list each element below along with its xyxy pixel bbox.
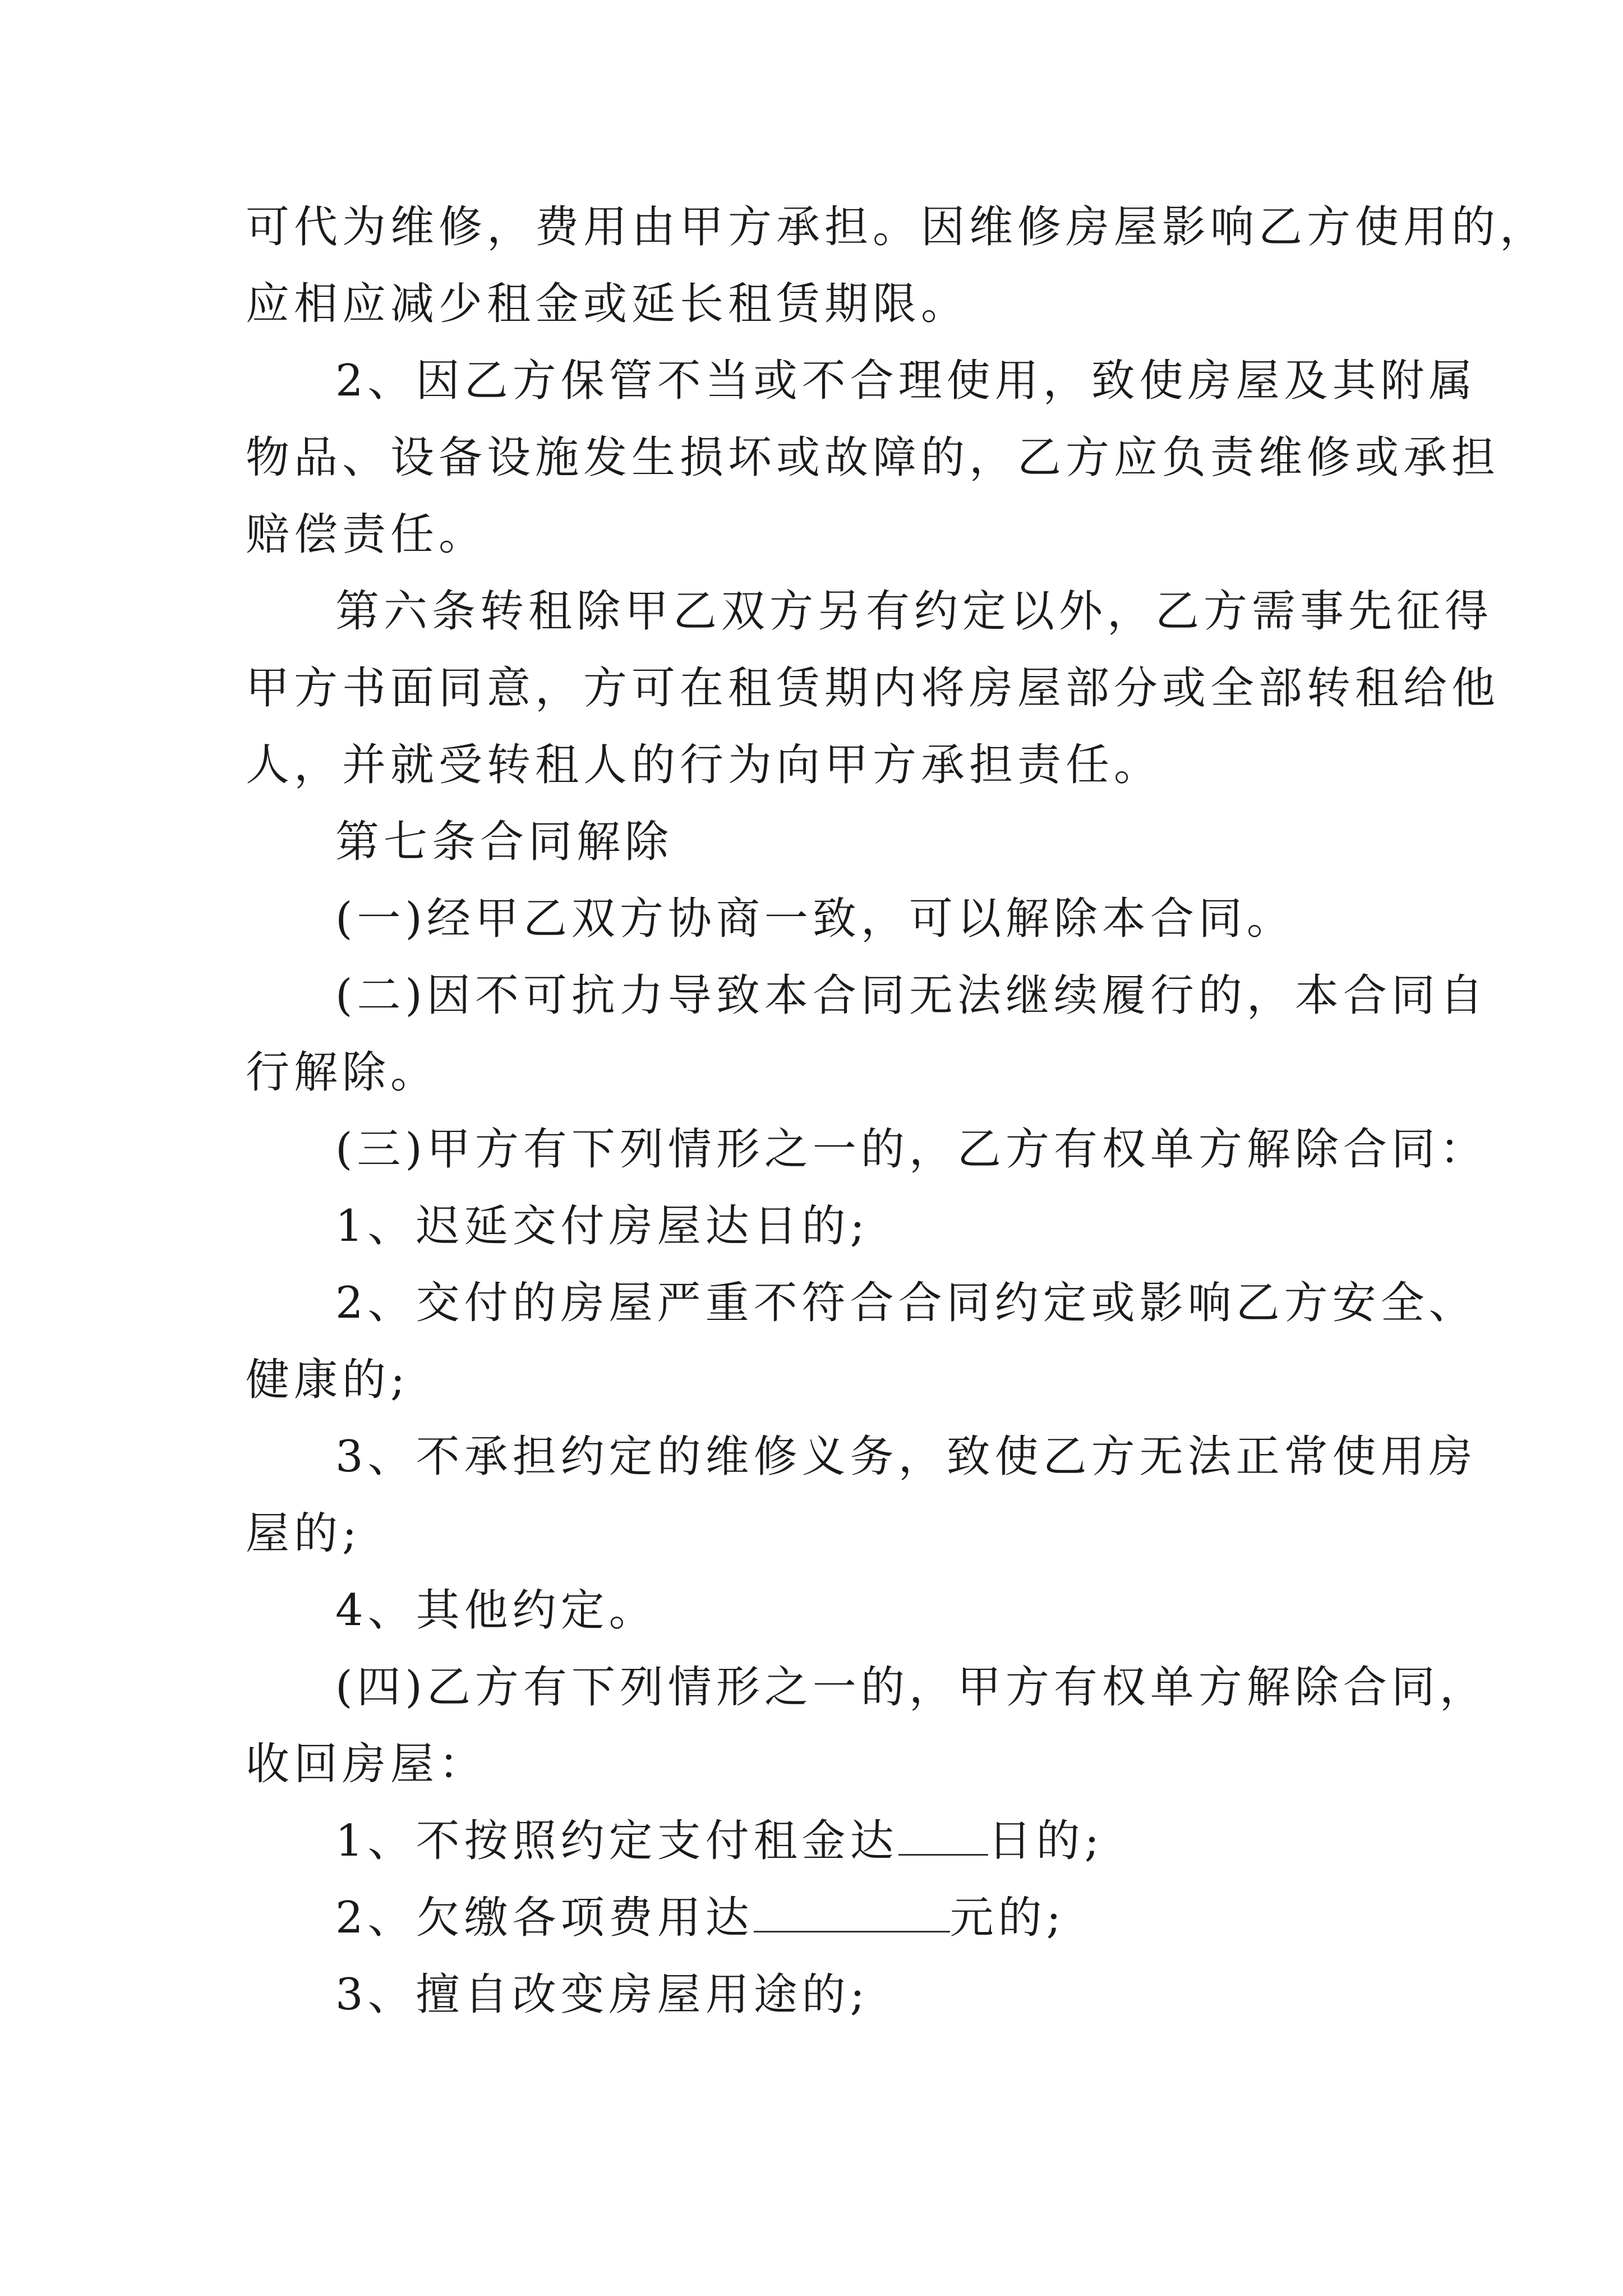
text-line: 赔偿责任。 — [246, 509, 487, 560]
text-line: (四)乙方有下列情形之一的，甲方有权单方解除合同， — [335, 1662, 1488, 1713]
text-line: 3、不承担约定的维修义务，致使乙方无法正常使用房 — [335, 1432, 1477, 1482]
section-heading: 第七条合同解除 — [335, 817, 674, 867]
days-blank-field — [898, 1819, 988, 1856]
text-line: 1、迟延交付房屋达日的; — [335, 1201, 869, 1251]
unpaid-rent-text-after: 日的; — [988, 1816, 1104, 1866]
text-line: 行解除。 — [246, 1047, 439, 1098]
unpaid-rent-text-before: 1、不按照约定支付租金达 — [335, 1816, 898, 1866]
text-line: 4、其他约定。 — [335, 1585, 657, 1636]
text-line: 2、因乙方保管不当或不合理使用，致使房屋及其附属 — [335, 356, 1477, 406]
text-line: (三)甲方有下列情形之一的，乙方有权单方解除合同： — [335, 1124, 1488, 1175]
text-line: 应相应减少租金或延长租赁期限。 — [246, 279, 970, 329]
text-line: 健康的; — [246, 1355, 410, 1405]
amount-blank-field — [754, 1896, 950, 1932]
text-line: 甲方书面同意，方可在租赁期内将房屋部分或全部转租给他 — [246, 663, 1500, 714]
text-line: (二)因不可抗力导致本合同无法继续履行的，本合同自 — [335, 970, 1488, 1021]
text-line: 第六条转租除甲乙双方另有约定以外，乙方需事先征得 — [335, 586, 1493, 637]
text-line: 3、擅自改变房屋用途的; — [335, 1970, 869, 2020]
text-line: 屋的; — [246, 1508, 362, 1559]
text-line: 2、交付的房屋严重不符合合同约定或影响乙方安全、 — [335, 1278, 1477, 1328]
text-line: (一)经甲乙双方协商一致，可以解除本合同。 — [335, 894, 1295, 944]
unpaid-fees-text-before: 2、欠缴各项费用达 — [335, 1893, 754, 1943]
text-line-unpaid-fees — [335, 1890, 1066, 1946]
text-line: 物品、设备设施发生损坏或故障的，乙方应负责维修或承担 — [246, 432, 1500, 483]
text-line: 收回房屋： — [246, 1739, 487, 1789]
text-line: 人，并就受转租人的行为向甲方承担责任。 — [246, 740, 1163, 790]
text-line-unpaid-rent — [335, 1813, 1104, 1869]
text-line: 可代为维修，费用由甲方承担。因维修房屋影响乙方使用的， — [246, 202, 1548, 252]
unpaid-fees-text-after: 元的; — [949, 1893, 1066, 1943]
